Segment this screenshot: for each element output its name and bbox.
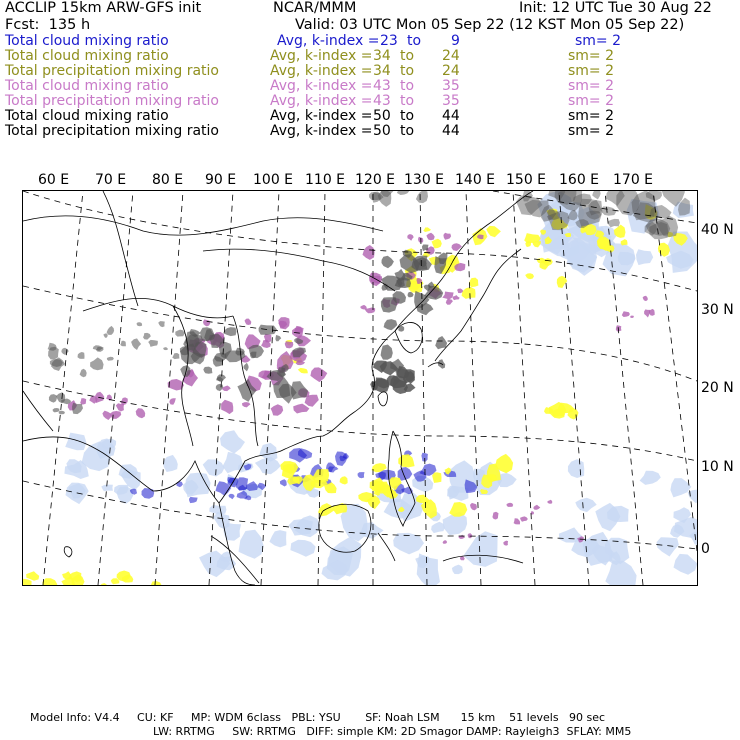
- legend-k1: 50: [373, 108, 391, 124]
- longitude-label: 70 E: [95, 172, 127, 188]
- legend-avg: Avg, k-index =: [270, 63, 373, 79]
- legend-avg: Avg, k-index =: [270, 93, 373, 109]
- latitude-label: 10 N: [701, 459, 734, 475]
- cloud-field-high: [169, 398, 176, 405]
- cloud-field-mid: [416, 495, 429, 504]
- legend-sm: sm= 2: [568, 63, 615, 79]
- legend-to: to: [400, 78, 415, 94]
- coastline: [23, 391, 53, 431]
- cloud-field-high: [285, 341, 294, 348]
- cloud-field-top: [244, 363, 249, 372]
- legend-sm: sm= 2: [568, 78, 615, 94]
- cloud-field-top: [61, 348, 68, 355]
- cloud-field-light: [209, 505, 226, 515]
- cloud-field-top: [435, 336, 447, 349]
- cloud-field-high: [514, 518, 521, 524]
- cloud-field-top: [49, 394, 57, 403]
- longitude-line: [98, 191, 133, 585]
- cloud-field-top: [72, 403, 83, 415]
- cloud-field-high: [452, 295, 460, 300]
- cloud-field-high: [470, 503, 477, 511]
- cloud-field-high: [443, 233, 451, 240]
- cloud-field-light: [163, 455, 178, 472]
- cloud-field-top: [172, 353, 179, 359]
- legend-avg: Avg, k-index =: [270, 48, 373, 64]
- legend-field: Total precipitation mixing ratio: [5, 63, 219, 79]
- cloud-field-mid: [318, 503, 335, 516]
- cloud-field-light: [636, 249, 653, 265]
- cloud-field-high: [102, 411, 111, 420]
- cloud-field-top: [107, 326, 115, 335]
- valid-time: Valid: 03 UTC Mon 05 Sep 22 (12 KST Mon 05 Sep 22): [295, 17, 685, 33]
- cloud-field-high: [110, 411, 121, 419]
- forecast-hour: Fcst: 135 h: [5, 17, 91, 33]
- model-info-line2: LW: RRTMG SW: RRTMG DIFF: simple KM: 2D Smagor DAMP: Rayleigh3 SFLAY: MM5: [153, 725, 632, 738]
- longitude-line: [43, 191, 83, 585]
- legend-row: [5, 94, 735, 109]
- cloud-field-high: [446, 299, 453, 305]
- legend-field: Total cloud mixing ratio: [5, 33, 169, 49]
- cloud-field-top: [384, 319, 398, 330]
- cloud-field-high: [533, 505, 540, 510]
- longitude-label: 170 E: [613, 172, 654, 188]
- cloud-field-high: [245, 319, 252, 326]
- coastline: [378, 392, 387, 406]
- latitude-label: 40 N: [701, 222, 734, 238]
- cloud-field-mid: [151, 581, 162, 585]
- legend-k1: 34: [373, 63, 391, 79]
- cloud-field-mid: [449, 502, 467, 517]
- cloud-field-top: [175, 330, 185, 337]
- cloud-field-mid: [462, 287, 476, 299]
- cloud-field-high: [643, 296, 648, 301]
- cloud-field-light: [220, 430, 245, 453]
- cloud-field-top: [216, 384, 224, 391]
- cloud-field-high: [136, 408, 146, 418]
- legend-k1: 43: [373, 78, 391, 94]
- legend-field: Total cloud mixing ratio: [5, 108, 169, 124]
- legend-field: Total cloud mixing ratio: [5, 78, 169, 94]
- cloud-field-top: [608, 219, 620, 228]
- cloud-field-light: [431, 522, 445, 533]
- legend-sm: sm= 2: [568, 123, 615, 139]
- cloud-field-mid: [486, 226, 501, 237]
- legend-sm: sm= 2: [575, 33, 622, 49]
- legend-field: Total precipitation mixing ratio: [5, 123, 219, 139]
- cloud-field-top: [131, 338, 141, 350]
- cloud-field-high: [443, 540, 448, 544]
- cloud-field-top: [78, 352, 85, 359]
- cloud-field-high: [116, 403, 124, 411]
- cloud-field-low: [358, 472, 365, 478]
- cloud-field-mid: [423, 227, 431, 232]
- cloud-field-top: [107, 357, 114, 361]
- cloud-field-top: [408, 292, 414, 298]
- cloud-field-high: [442, 292, 453, 300]
- cloud-field-light: [575, 498, 596, 512]
- cloud-field-high: [221, 400, 233, 414]
- coastline: [23, 216, 383, 235]
- legend-k2: 24: [442, 48, 460, 64]
- legend-to: to: [407, 33, 422, 49]
- cloud-field-light: [568, 459, 584, 478]
- cloud-field-mid: [432, 472, 441, 483]
- longitude-label: 110 E: [305, 172, 346, 188]
- latitude-line: [23, 381, 697, 461]
- cloud-field-high: [630, 316, 634, 318]
- org-label: NCAR/MMM: [273, 0, 357, 16]
- cloud-field-light: [688, 490, 697, 504]
- legend-avg: Avg, k-index =: [270, 78, 373, 94]
- cloud-field-high: [121, 397, 128, 404]
- cloud-field-low: [280, 479, 287, 486]
- map-panel: [22, 190, 698, 586]
- cloud-field-mid: [26, 571, 39, 580]
- legend-avg: Avg, k-index =: [270, 108, 373, 124]
- legend-k2: 35: [442, 78, 460, 94]
- cloud-field-light: [417, 553, 440, 585]
- cloud-field-top: [600, 206, 617, 215]
- cloud-field-top: [163, 347, 168, 350]
- latitude-label: 30 N: [701, 302, 734, 318]
- cloud-field-high: [271, 404, 284, 416]
- cloud-field-top: [397, 191, 409, 195]
- cloud-field-high: [310, 367, 327, 382]
- cloud-field-top: [90, 357, 104, 370]
- latitude-label: 0: [701, 541, 710, 557]
- cloud-field-mid: [469, 278, 479, 288]
- init-time: Init: 12 UTC Tue 30 Aug 22: [519, 0, 712, 16]
- longitude-line: [318, 191, 325, 585]
- cloud-field-top: [80, 369, 87, 378]
- model-info-line1: Model Info: V4.4 CU: KF MP: WDM 6class PBL: YSU SF: Noah LSM 15 km 51 levels 90 sec: [30, 711, 606, 724]
- cloud-field-low: [246, 481, 258, 491]
- cloud-field-top: [378, 191, 392, 207]
- longitude-label: 140 E: [455, 172, 496, 188]
- legend-row: [5, 64, 735, 79]
- cloud-field-mid: [398, 454, 414, 467]
- cloud-field-top: [59, 411, 65, 415]
- legend-row: [5, 109, 735, 124]
- coastline: [103, 191, 138, 306]
- cloud-field-top: [275, 335, 281, 341]
- cloud-field-mid: [99, 583, 107, 585]
- legend-k2: 44: [442, 123, 460, 139]
- longitude-label: 80 E: [152, 172, 184, 188]
- cloud-field-high: [622, 311, 630, 317]
- longitude-label: 150 E: [506, 172, 547, 188]
- coastline: [64, 547, 72, 557]
- cloud-field-top: [137, 322, 143, 326]
- cloud-fields: [23, 191, 697, 585]
- cloud-field-high: [426, 233, 434, 240]
- cloud-field-low: [189, 497, 198, 503]
- legend-to: to: [400, 108, 415, 124]
- latitude-label: 20 N: [701, 380, 734, 396]
- longitude-label: 90 E: [205, 172, 237, 188]
- cloud-field-high: [644, 309, 650, 317]
- weather-map: [23, 191, 697, 585]
- legend-sm: sm= 2: [568, 93, 615, 109]
- cloud-field-top: [382, 256, 394, 269]
- legend-k2: 44: [442, 108, 460, 124]
- cloud-field-light: [605, 561, 636, 586]
- cloud-field-light: [640, 471, 661, 485]
- cloud-field-high: [360, 305, 367, 310]
- cloud-field-high: [203, 319, 210, 326]
- cloud-field-light: [674, 554, 698, 575]
- cloud-field-mid: [525, 273, 534, 279]
- legend-to: to: [400, 123, 415, 139]
- longitude-label: 60 E: [38, 172, 70, 188]
- legend-k1: 34: [373, 48, 391, 64]
- legend-avg: Avg, k-index =: [270, 123, 373, 139]
- model-title: ACCLIP 15km ARW-GFS init: [5, 0, 202, 16]
- cloud-field-top: [416, 191, 428, 203]
- cloud-field-mid: [23, 579, 32, 585]
- cloud-field-high: [459, 535, 466, 539]
- cloud-field-high: [507, 503, 514, 507]
- legend-k2: 35: [442, 93, 460, 109]
- legend-k1: 23: [380, 33, 398, 49]
- legend-to: to: [400, 93, 415, 109]
- cloud-field-top: [53, 408, 60, 412]
- cloud-field-top: [381, 345, 393, 360]
- longitude-label: 160 E: [559, 172, 600, 188]
- cloud-field-light: [239, 530, 264, 559]
- cloud-field-light: [259, 443, 277, 462]
- cloud-field-top: [203, 367, 212, 374]
- cloud-field-top: [291, 381, 308, 399]
- cloud-field-high: [293, 404, 309, 414]
- cloud-field-high: [222, 386, 231, 392]
- cloud-field-light: [452, 565, 463, 575]
- legend-avg: Avg, k-index =: [277, 33, 380, 49]
- legend-k2: 9: [451, 33, 460, 49]
- latitude-line: [23, 286, 697, 381]
- cloud-field-light: [65, 433, 86, 451]
- cloud-field-low: [142, 488, 155, 499]
- longitude-label: 120 E: [355, 172, 396, 188]
- cloud-field-high: [242, 402, 250, 407]
- cloud-field-low: [335, 452, 347, 467]
- cloud-field-mid: [532, 241, 541, 247]
- legend-row: [5, 49, 735, 64]
- cloud-field-high: [407, 234, 413, 240]
- legend-k1: 50: [373, 123, 391, 139]
- cloud-field-mid: [340, 476, 348, 484]
- cloud-field-top: [148, 340, 158, 347]
- cloud-field-top: [223, 327, 236, 336]
- cloud-field-high: [548, 500, 553, 504]
- longitude-line: [466, 191, 481, 585]
- longitude-line: [513, 191, 535, 585]
- cloud-field-mid: [298, 368, 308, 374]
- cloud-field-low: [229, 494, 235, 499]
- cloud-field-high: [80, 398, 86, 404]
- cloud-field-high: [503, 541, 508, 546]
- cloud-field-mid: [621, 239, 628, 245]
- cloud-field-light: [290, 540, 315, 557]
- cloud-field-mid: [62, 571, 72, 579]
- longitude-label: 100 E: [253, 172, 294, 188]
- legend-sm: sm= 2: [568, 48, 615, 64]
- coastline: [83, 298, 233, 318]
- cloud-field-light: [657, 537, 679, 556]
- legend-row: [5, 79, 735, 94]
- coastline: [395, 322, 422, 353]
- legend-k1: 43: [373, 93, 391, 109]
- coastline: [378, 533, 395, 561]
- cloud-field-top: [422, 245, 429, 252]
- cloud-field-top: [103, 333, 107, 338]
- cloud-field-top: [158, 321, 165, 327]
- legend-sm: sm= 2: [568, 108, 615, 124]
- cloud-field-top: [592, 191, 600, 199]
- cloud-field-top: [143, 333, 151, 340]
- legend-to: to: [400, 63, 415, 79]
- cloud-field-top: [259, 325, 277, 335]
- cloud-field-top: [120, 341, 126, 347]
- longitude-label: 130 E: [404, 172, 445, 188]
- cloud-field-light: [269, 530, 286, 547]
- legend-k2: 24: [442, 63, 460, 79]
- cloud-field-high: [492, 512, 498, 520]
- legend-to: to: [400, 48, 415, 64]
- legend-field: Total cloud mixing ratio: [5, 48, 169, 64]
- legend-row: [5, 34, 735, 49]
- legend-field: Total precipitation mixing ratio: [5, 93, 219, 109]
- cloud-field-mid: [42, 578, 57, 585]
- cloud-field-high: [278, 317, 290, 329]
- cloud-field-mid: [432, 239, 442, 249]
- cloud-field-low: [177, 481, 183, 487]
- legend-row: [5, 124, 735, 139]
- cloud-field-high: [520, 516, 528, 521]
